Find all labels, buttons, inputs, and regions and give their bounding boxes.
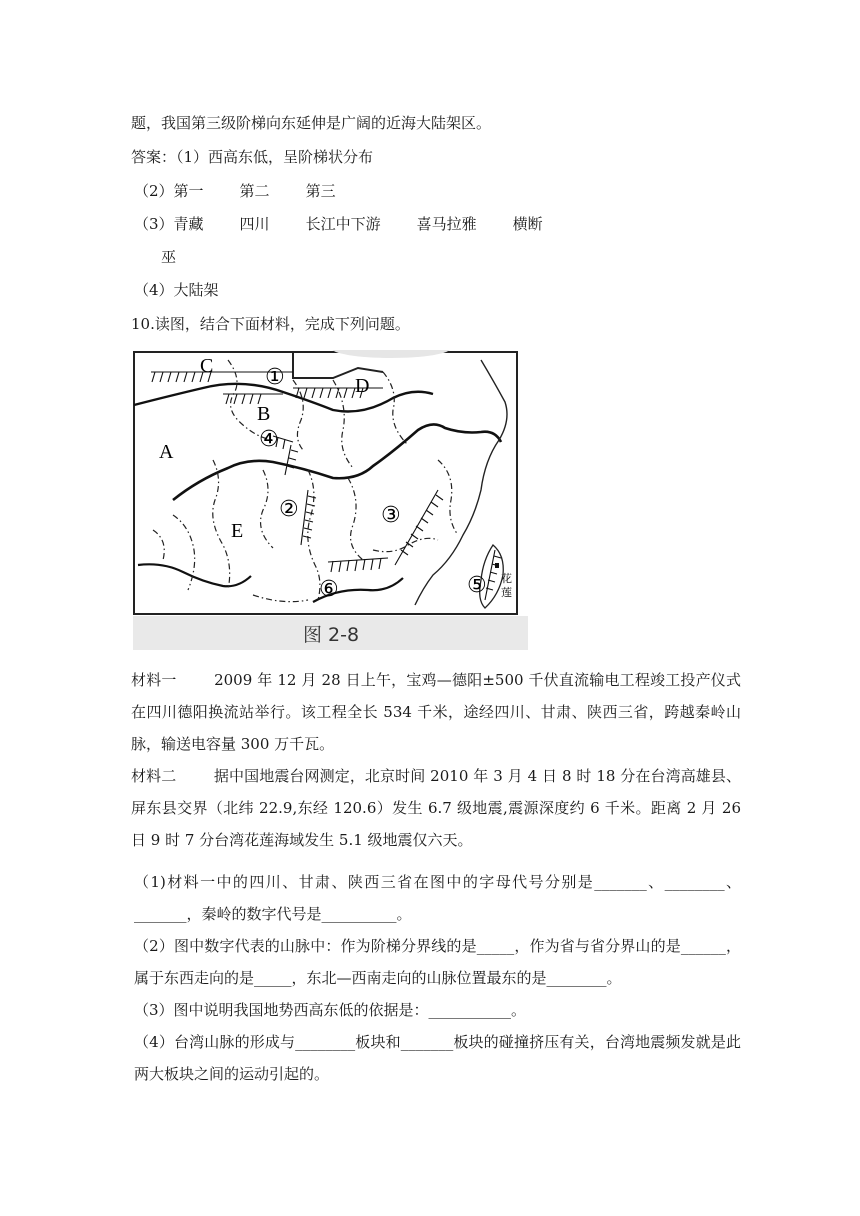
answer-line-2 bbox=[134, 180, 336, 202]
text-line-continuation: 题，我国第三级阶梯向东延伸是广阔的近海大陆架区。 bbox=[131, 114, 492, 132]
material-2 bbox=[131, 760, 741, 856]
map-letter-label: B bbox=[257, 403, 271, 425]
answer-3-item: 四川 bbox=[239, 215, 270, 233]
answer-2-item: 第三 bbox=[305, 182, 336, 200]
map-number-label: ② bbox=[279, 497, 299, 522]
map-letter-label: C bbox=[200, 355, 214, 377]
terrain-map-figure bbox=[133, 350, 528, 650]
material-1-text: 2009 年 12 月 28 日上午，宝鸡—德阳±500 千伏直流输电工程竣工投产仪式在四川德阳换流站举行。该工程全长 534 千米，途经四川、甘肃、陕西三省，跨越秦岭山脉，输送电容量 300 万千瓦。 bbox=[131, 671, 741, 753]
answer-2-item: （2）第一 bbox=[134, 182, 204, 200]
answer-line-4: （4）大陆架 bbox=[134, 281, 219, 299]
map-letter-label: D bbox=[355, 375, 370, 397]
answer-line-3b: 巫 bbox=[161, 248, 177, 266]
answer-3-item: （3）青藏 bbox=[134, 215, 204, 233]
map-number-label: ⑥ bbox=[319, 577, 339, 602]
material-1-label: 材料一 bbox=[131, 671, 177, 689]
map-number-label: ④ bbox=[259, 427, 279, 452]
material-2-text: 据中国地震台网测定，北京时间 2010 年 3 月 4 日 8 时 18 分在台湾高雄县、屏东县交界（北纬 22.9,东经 120.6）发生 6.7 级地震,震源深度约 6 千米。距离 2 月 26 日 9 时 7 分台湾花莲海域发生 5.1 级地震仅六天。 bbox=[131, 767, 741, 849]
answer-3-item: 喜马拉雅 bbox=[416, 215, 477, 233]
map-letter-label: A bbox=[159, 441, 174, 463]
map-number-label: ⑤ bbox=[467, 573, 487, 598]
material-2-label: 材料二 bbox=[131, 767, 177, 785]
answer-3-item: 长江中下游 bbox=[305, 215, 381, 233]
map-number-label: ① bbox=[265, 365, 285, 390]
answer-2-item: 第二 bbox=[239, 182, 270, 200]
question-1: （1)材料一中的四川、甘肃、陕西三省在图中的字母代号分别是_______、________、_______，秦岭的数字代号是__________。 bbox=[134, 873, 741, 923]
place-label-hualien-char1: 花 bbox=[501, 572, 512, 585]
map-number-label: ③ bbox=[381, 503, 401, 528]
terrain-map bbox=[133, 350, 528, 650]
question-4: （4）台湾山脉的形成与________板块和_______板块的碰撞挤压有关，台湾地震频发就是此两大板块之间的运动引起的。 bbox=[134, 1033, 741, 1083]
answer-line-3 bbox=[134, 213, 543, 235]
answer-line-1: 答案：（1）西高东低，呈阶梯状分布 bbox=[131, 148, 374, 166]
figure-caption: 图 2-8 bbox=[303, 624, 360, 646]
question-2: （2）图中数字代表的山脉中：作为阶梯分界线的是_____，作为省与省分界山的是______，属于东西走向的是_____，东北—西南走向的山脉位置最东的是________。 bbox=[134, 937, 741, 987]
map-letter-label: E bbox=[231, 520, 244, 542]
place-label-hualien-char2: 莲 bbox=[501, 586, 512, 599]
hualien-marker bbox=[495, 563, 499, 568]
question-10-heading: 10.读图，结合下面材料，完成下列问题。 bbox=[131, 315, 410, 333]
answer-3-item: 横断 bbox=[512, 215, 543, 233]
question-3: （3）图中说明我国地势西高东低的依据是：___________。 bbox=[134, 1001, 527, 1019]
material-1 bbox=[131, 664, 741, 760]
